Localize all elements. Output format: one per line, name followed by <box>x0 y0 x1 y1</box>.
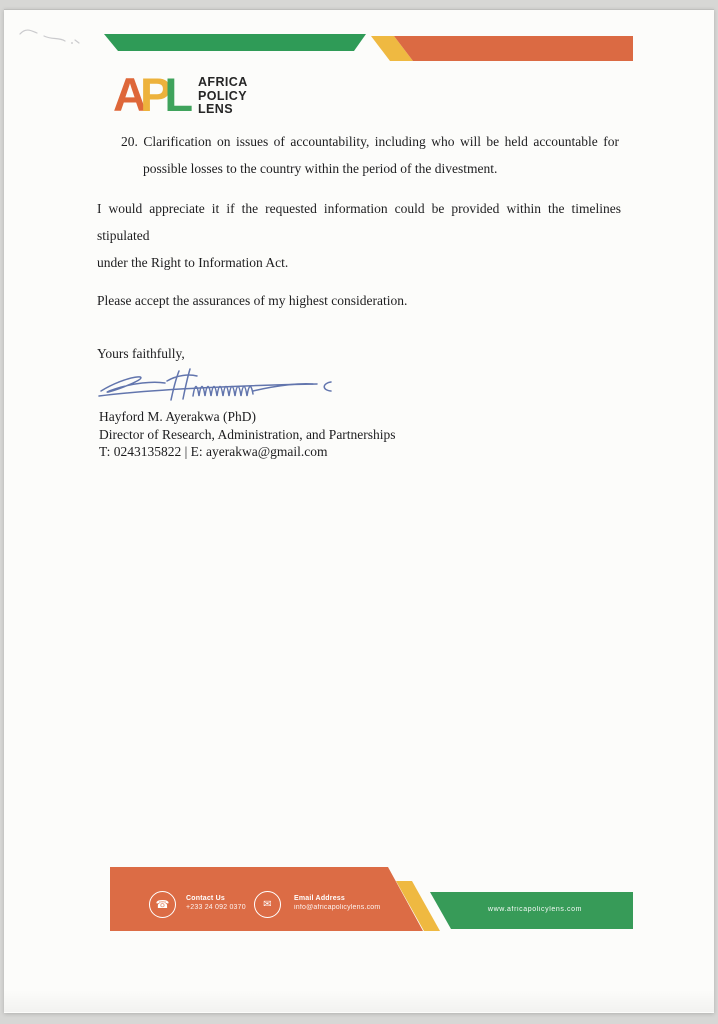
banner-green-stripe <box>104 34 366 51</box>
logo-letter-l: L <box>164 68 194 121</box>
email-address-value: info@africapolicylens.com <box>294 904 381 911</box>
header-banner <box>0 0 718 75</box>
logo-word-policy: POLICY <box>198 88 247 103</box>
logo-word-lens: LENS <box>198 102 233 116</box>
banner-orange-stripe <box>394 36 633 61</box>
phone-icon-circle <box>149 891 176 918</box>
item20-line1: 20. Clarification on issues of accountability, including who will be held accountable for <box>121 134 619 149</box>
logo-wordmark <box>198 76 248 117</box>
scan-bottom-shadow <box>4 990 714 1012</box>
list-item-20 <box>121 128 619 182</box>
request-paragraph <box>97 195 621 276</box>
signature-block <box>99 408 396 461</box>
handwritten-signature <box>93 365 348 411</box>
signatory-name: Hayford M. Ayerakwa (PhD) <box>99 409 256 424</box>
email-address-label: Email Address <box>294 895 345 902</box>
logo-letter-p: P <box>139 68 172 121</box>
item20-line2: possible losses to the country within the period of the divestment. <box>143 161 498 176</box>
closing-salutation: Yours faithfully, <box>97 346 185 361</box>
logo-word-africa: AFRICA <box>198 75 248 89</box>
website-url: www.africapolicylens.com <box>487 906 583 913</box>
signatory-contact: T: 0243135822 | E: ayerakwa@gmail.com <box>99 444 328 459</box>
signatory-title: Director of Research, Administration, and Partnerships <box>99 426 396 442</box>
contact-us-label: Contact Us <box>186 895 225 902</box>
email-icon-circle <box>254 891 281 918</box>
assurance-paragraph: Please accept the assurances of my highest consideration. <box>97 293 408 308</box>
request-line1: I would appreciate it if the requested information could be provided within the timelines stipulated <box>97 201 621 243</box>
request-line2: under the Right to Information Act. <box>97 255 289 270</box>
apl-logo <box>113 68 193 122</box>
logo-letter-a: A <box>113 68 147 121</box>
footer-banner <box>0 858 718 943</box>
contact-phone-number: +233 24 092 0370 <box>186 904 246 911</box>
email-icon: ✉ <box>263 899 272 910</box>
phone-icon: ☎ <box>155 898 170 911</box>
